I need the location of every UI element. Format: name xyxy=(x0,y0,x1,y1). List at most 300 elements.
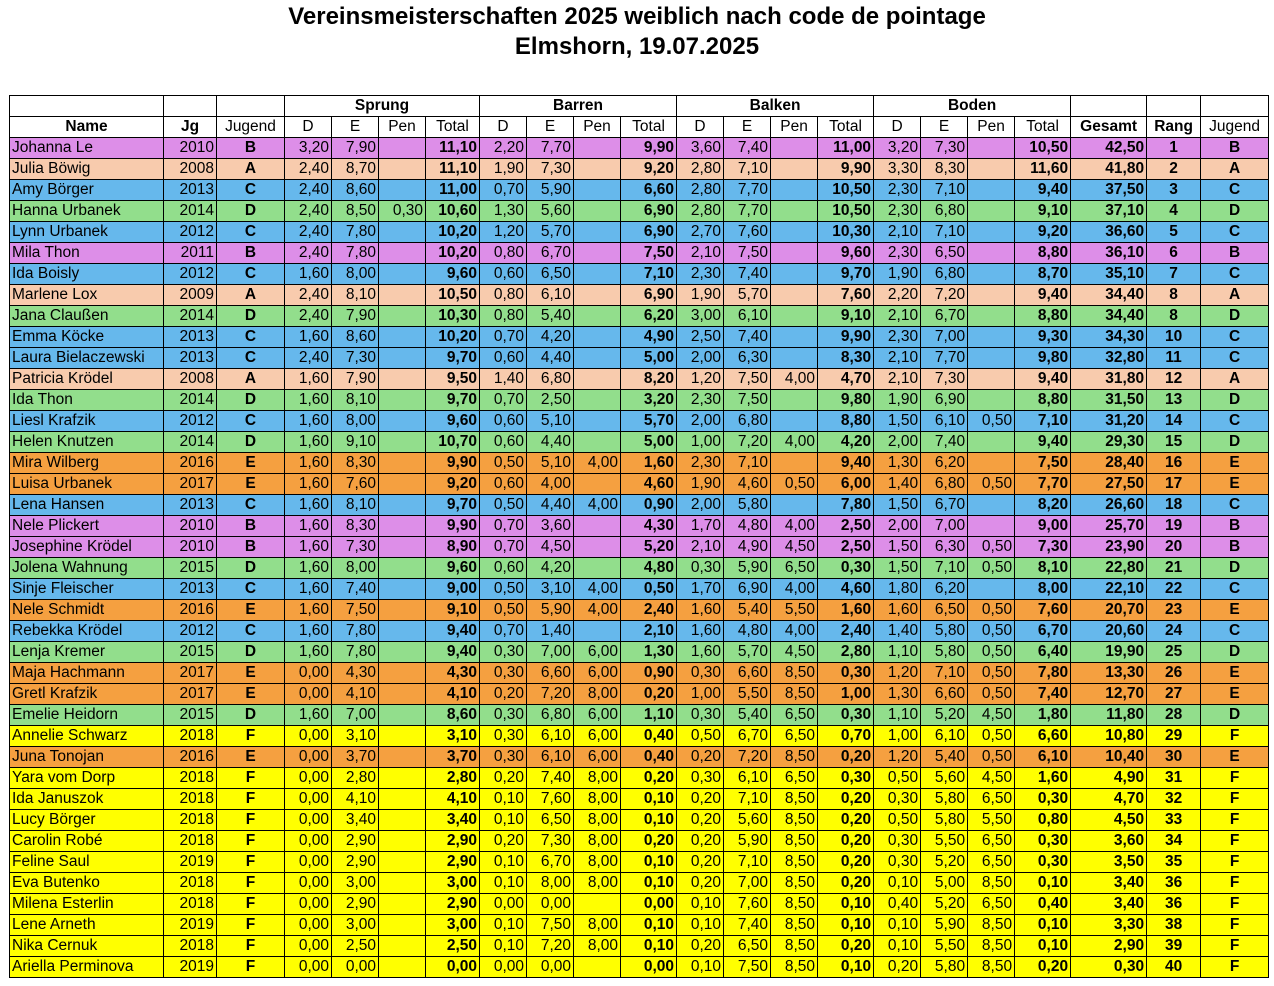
cell-balken-total: 0,70 xyxy=(818,726,874,747)
cell-boden-e: 7,30 xyxy=(921,138,968,159)
cell-sprung-d: 1,60 xyxy=(285,642,332,663)
cell-jg: 2019 xyxy=(164,915,217,936)
cell-sprung-total: 9,00 xyxy=(426,579,480,600)
cell-jugend-right: C xyxy=(1201,348,1269,369)
table-row xyxy=(10,348,1269,369)
cell-sprung-pen xyxy=(379,327,426,348)
cell-boden-pen: 0,50 xyxy=(968,558,1015,579)
cell-barren-e: 6,80 xyxy=(527,369,574,390)
table-row xyxy=(10,852,1269,873)
cell-balken-total: 9,40 xyxy=(818,453,874,474)
cell-sprung-e: 7,40 xyxy=(332,579,379,600)
cell-sprung-pen xyxy=(379,705,426,726)
cell-boden-d: 1,50 xyxy=(874,411,921,432)
cell-barren-pen: 8,00 xyxy=(574,873,621,894)
cell-sprung-e: 2,50 xyxy=(332,936,379,957)
cell-barren-d: 0,60 xyxy=(480,411,527,432)
table-row xyxy=(10,474,1269,495)
cell-balken-e: 7,70 xyxy=(724,180,771,201)
cell-sprung-total: 9,70 xyxy=(426,348,480,369)
cell-jg: 2013 xyxy=(164,327,217,348)
cell-barren-e: 7,20 xyxy=(527,936,574,957)
cell-sprung-d: 2,40 xyxy=(285,201,332,222)
cell-balken-total: 2,50 xyxy=(818,537,874,558)
cell-jugend-right: D xyxy=(1201,306,1269,327)
cell-balken-d: 1,20 xyxy=(677,369,724,390)
cell-balken-total: 10,50 xyxy=(818,180,874,201)
cell-barren-d: 0,30 xyxy=(480,663,527,684)
cell-barren-pen xyxy=(574,432,621,453)
cell-jugend-right: F xyxy=(1201,810,1269,831)
cell-sprung-e: 8,50 xyxy=(332,201,379,222)
cell-boden-total: 9,10 xyxy=(1015,201,1071,222)
cell-barren-d: 0,50 xyxy=(480,600,527,621)
cell-sprung-total: 10,70 xyxy=(426,432,480,453)
cell-balken-total: 0,30 xyxy=(818,705,874,726)
cell-boden-total: 0,30 xyxy=(1015,789,1071,810)
table-row xyxy=(10,369,1269,390)
cell-boden-d: 0,30 xyxy=(874,852,921,873)
cell-sprung-pen xyxy=(379,915,426,936)
cell-sprung-total: 11,00 xyxy=(426,180,480,201)
cell-gesamt: 25,70 xyxy=(1071,516,1147,537)
cell-barren-total: 0,10 xyxy=(621,915,677,936)
cell-balken-pen: 8,50 xyxy=(771,936,818,957)
cell-sprung-d: 0,00 xyxy=(285,810,332,831)
cell-sprung-e: 2,90 xyxy=(332,831,379,852)
cell-barren-e: 4,20 xyxy=(527,327,574,348)
cell-boden-d: 3,30 xyxy=(874,159,921,180)
cell-gesamt: 12,70 xyxy=(1071,684,1147,705)
cell-jugend-right: F xyxy=(1201,768,1269,789)
cell-gesamt: 28,40 xyxy=(1071,453,1147,474)
cell-jg: 2011 xyxy=(164,243,217,264)
cell-barren-pen xyxy=(574,159,621,180)
cell-sprung-d: 1,60 xyxy=(285,432,332,453)
cell-sprung-d: 0,00 xyxy=(285,663,332,684)
header-rang: Rang xyxy=(1147,117,1201,138)
cell-barren-total: 4,60 xyxy=(621,474,677,495)
cell-boden-total: 9,40 xyxy=(1015,180,1071,201)
cell-sprung-pen xyxy=(379,936,426,957)
cell-boden-d: 1,50 xyxy=(874,537,921,558)
cell-jugend: F xyxy=(217,915,285,936)
cell-balken-d: 1,70 xyxy=(677,516,724,537)
cell-rang: 8 xyxy=(1147,285,1201,306)
cell-jugend: C xyxy=(217,327,285,348)
cell-sprung-e: 8,30 xyxy=(332,453,379,474)
cell-barren-d: 0,60 xyxy=(480,348,527,369)
cell-rang: 39 xyxy=(1147,936,1201,957)
cell-boden-e: 5,80 xyxy=(921,621,968,642)
cell-gesamt: 10,80 xyxy=(1071,726,1147,747)
cell-balken-e: 5,90 xyxy=(724,558,771,579)
cell-jugend-right: B xyxy=(1201,138,1269,159)
cell-balken-total: 9,70 xyxy=(818,264,874,285)
cell-jg: 2018 xyxy=(164,789,217,810)
cell-rang: 11 xyxy=(1147,348,1201,369)
cell-sprung-total: 10,20 xyxy=(426,222,480,243)
cell-sprung-e: 8,10 xyxy=(332,390,379,411)
cell-sprung-pen xyxy=(379,642,426,663)
cell-name: Ida Januszok xyxy=(10,789,164,810)
cell-balken-d: 2,50 xyxy=(677,327,724,348)
cell-boden-e: 6,20 xyxy=(921,453,968,474)
cell-boden-e: 8,30 xyxy=(921,159,968,180)
cell-jugend-right: E xyxy=(1201,663,1269,684)
cell-jg: 2016 xyxy=(164,747,217,768)
cell-rang: 14 xyxy=(1147,411,1201,432)
cell-name: Mila Thon xyxy=(10,243,164,264)
cell-barren-pen xyxy=(574,285,621,306)
cell-sprung-d: 2,40 xyxy=(285,180,332,201)
table-row xyxy=(10,936,1269,957)
cell-gesamt: 22,10 xyxy=(1071,579,1147,600)
cell-sprung-pen xyxy=(379,222,426,243)
cell-rang: 18 xyxy=(1147,495,1201,516)
cell-barren-e: 3,60 xyxy=(527,516,574,537)
cell-sprung-e: 7,90 xyxy=(332,306,379,327)
cell-jugend: D xyxy=(217,432,285,453)
cell-boden-total: 0,20 xyxy=(1015,957,1071,978)
cell-boden-total: 11,60 xyxy=(1015,159,1071,180)
cell-rang: 16 xyxy=(1147,453,1201,474)
header-boden-d: D xyxy=(874,117,921,138)
cell-balken-d: 2,70 xyxy=(677,222,724,243)
header-boden: Boden xyxy=(874,96,1071,117)
cell-jg: 2016 xyxy=(164,453,217,474)
cell-sprung-d: 0,00 xyxy=(285,684,332,705)
cell-sprung-d: 0,00 xyxy=(285,894,332,915)
cell-balken-pen xyxy=(771,390,818,411)
cell-gesamt: 37,50 xyxy=(1071,180,1147,201)
header-balken-total: Total xyxy=(818,117,874,138)
table-row xyxy=(10,243,1269,264)
cell-sprung-pen xyxy=(379,474,426,495)
cell-balken-total: 2,80 xyxy=(818,642,874,663)
cell-name: Jana Claußen xyxy=(10,306,164,327)
cell-sprung-e: 7,00 xyxy=(332,705,379,726)
cell-barren-total: 0,10 xyxy=(621,789,677,810)
cell-jg: 2016 xyxy=(164,600,217,621)
cell-boden-total: 7,50 xyxy=(1015,453,1071,474)
cell-balken-total: 1,00 xyxy=(818,684,874,705)
cell-boden-total: 9,20 xyxy=(1015,222,1071,243)
cell-balken-e: 7,40 xyxy=(724,915,771,936)
cell-balken-e: 6,70 xyxy=(724,726,771,747)
cell-boden-d: 1,10 xyxy=(874,642,921,663)
cell-sprung-total: 3,70 xyxy=(426,747,480,768)
cell-barren-d: 1,90 xyxy=(480,159,527,180)
cell-sprung-e: 3,00 xyxy=(332,873,379,894)
header-sprung-d: D xyxy=(285,117,332,138)
cell-barren-e: 6,50 xyxy=(527,810,574,831)
cell-boden-pen xyxy=(968,432,1015,453)
table-row xyxy=(10,264,1269,285)
cell-boden-d: 0,10 xyxy=(874,936,921,957)
cell-jugend-right: B xyxy=(1201,243,1269,264)
cell-balken-pen xyxy=(771,327,818,348)
cell-barren-pen: 8,00 xyxy=(574,684,621,705)
cell-barren-e: 4,40 xyxy=(527,495,574,516)
cell-sprung-e: 7,80 xyxy=(332,222,379,243)
cell-jg: 2018 xyxy=(164,894,217,915)
cell-boden-d: 0,10 xyxy=(874,915,921,936)
cell-balken-d: 0,20 xyxy=(677,747,724,768)
cell-jugend-right: F xyxy=(1201,852,1269,873)
cell-rang: 8 xyxy=(1147,306,1201,327)
cell-gesamt: 4,90 xyxy=(1071,768,1147,789)
cell-balken-d: 2,10 xyxy=(677,243,724,264)
cell-jugend-right: C xyxy=(1201,579,1269,600)
cell-name: Marlene Lox xyxy=(10,285,164,306)
cell-boden-d: 2,00 xyxy=(874,432,921,453)
cell-rang: 3 xyxy=(1147,180,1201,201)
cell-rang: 34 xyxy=(1147,831,1201,852)
cell-barren-e: 5,40 xyxy=(527,306,574,327)
cell-sprung-pen xyxy=(379,285,426,306)
cell-barren-d: 0,60 xyxy=(480,432,527,453)
cell-sprung-total: 4,10 xyxy=(426,684,480,705)
header-barren-d: D xyxy=(480,117,527,138)
cell-balken-pen: 8,50 xyxy=(771,852,818,873)
cell-jg: 2018 xyxy=(164,810,217,831)
cell-boden-d: 1,90 xyxy=(874,390,921,411)
cell-gesamt: 31,80 xyxy=(1071,369,1147,390)
cell-sprung-pen xyxy=(379,537,426,558)
cell-boden-d: 2,20 xyxy=(874,285,921,306)
table-row xyxy=(10,558,1269,579)
cell-balken-e: 6,10 xyxy=(724,306,771,327)
cell-barren-pen xyxy=(574,411,621,432)
cell-balken-total: 10,30 xyxy=(818,222,874,243)
cell-boden-e: 7,10 xyxy=(921,180,968,201)
cell-jugend-right: D xyxy=(1201,705,1269,726)
cell-balken-total: 0,10 xyxy=(818,957,874,978)
cell-jugend: B xyxy=(217,516,285,537)
header-boden-pen: Pen xyxy=(968,117,1015,138)
cell-sprung-total: 2,90 xyxy=(426,894,480,915)
cell-sprung-pen xyxy=(379,159,426,180)
cell-sprung-total: 10,20 xyxy=(426,327,480,348)
cell-balken-d: 2,80 xyxy=(677,159,724,180)
cell-boden-pen: 8,50 xyxy=(968,957,1015,978)
cell-sprung-e: 8,10 xyxy=(332,285,379,306)
cell-sprung-e: 0,00 xyxy=(332,957,379,978)
cell-sprung-d: 0,00 xyxy=(285,936,332,957)
cell-boden-total: 7,30 xyxy=(1015,537,1071,558)
cell-sprung-pen xyxy=(379,894,426,915)
cell-sprung-e: 2,90 xyxy=(332,852,379,873)
cell-balken-pen: 4,00 xyxy=(771,369,818,390)
cell-barren-e: 7,40 xyxy=(527,768,574,789)
cell-gesamt: 26,60 xyxy=(1071,495,1147,516)
cell-jugend-right: D xyxy=(1201,390,1269,411)
cell-sprung-pen xyxy=(379,243,426,264)
cell-barren-pen xyxy=(574,474,621,495)
cell-barren-e: 0,00 xyxy=(527,957,574,978)
cell-boden-d: 1,50 xyxy=(874,558,921,579)
cell-balken-e: 7,40 xyxy=(724,327,771,348)
cell-boden-pen xyxy=(968,159,1015,180)
cell-boden-e: 6,20 xyxy=(921,579,968,600)
cell-barren-d: 0,20 xyxy=(480,768,527,789)
cell-sprung-d: 2,40 xyxy=(285,243,332,264)
cell-balken-pen xyxy=(771,180,818,201)
header-boden-total: Total xyxy=(1015,117,1071,138)
cell-balken-e: 4,90 xyxy=(724,537,771,558)
cell-sprung-total: 2,90 xyxy=(426,831,480,852)
cell-balken-e: 7,70 xyxy=(724,201,771,222)
cell-barren-d: 0,30 xyxy=(480,747,527,768)
cell-balken-d: 0,20 xyxy=(677,831,724,852)
cell-boden-total: 0,30 xyxy=(1015,831,1071,852)
cell-barren-pen xyxy=(574,957,621,978)
cell-barren-d: 0,70 xyxy=(480,390,527,411)
cell-sprung-pen xyxy=(379,600,426,621)
cell-balken-d: 0,10 xyxy=(677,915,724,936)
cell-sprung-e: 7,50 xyxy=(332,600,379,621)
cell-balken-total: 0,10 xyxy=(818,915,874,936)
cell-name: Emelie Heidorn xyxy=(10,705,164,726)
cell-boden-pen xyxy=(968,516,1015,537)
cell-barren-d: 0,60 xyxy=(480,558,527,579)
cell-sprung-total: 8,90 xyxy=(426,537,480,558)
cell-gesamt: 13,30 xyxy=(1071,663,1147,684)
table-row xyxy=(10,390,1269,411)
cell-barren-pen: 8,00 xyxy=(574,810,621,831)
cell-boden-e: 5,40 xyxy=(921,747,968,768)
cell-boden-d: 1,90 xyxy=(874,264,921,285)
cell-barren-total: 0,50 xyxy=(621,579,677,600)
cell-barren-pen xyxy=(574,327,621,348)
table-row xyxy=(10,453,1269,474)
cell-barren-total: 0,10 xyxy=(621,873,677,894)
header-balken: Balken xyxy=(677,96,874,117)
cell-jugend: D xyxy=(217,390,285,411)
cell-sprung-total: 3,00 xyxy=(426,915,480,936)
cell-sprung-total: 0,00 xyxy=(426,957,480,978)
cell-boden-e: 7,30 xyxy=(921,369,968,390)
cell-barren-e: 5,60 xyxy=(527,201,574,222)
cell-balken-total: 0,30 xyxy=(818,663,874,684)
cell-balken-e: 7,50 xyxy=(724,369,771,390)
cell-boden-d: 2,30 xyxy=(874,180,921,201)
cell-gesamt: 23,90 xyxy=(1071,537,1147,558)
cell-boden-pen xyxy=(968,264,1015,285)
cell-barren-pen: 8,00 xyxy=(574,789,621,810)
cell-balken-d: 0,30 xyxy=(677,768,724,789)
cell-barren-pen: 8,00 xyxy=(574,936,621,957)
cell-sprung-e: 7,80 xyxy=(332,243,379,264)
cell-boden-e: 6,70 xyxy=(921,306,968,327)
cell-balken-total: 2,50 xyxy=(818,516,874,537)
cell-barren-total: 5,00 xyxy=(621,348,677,369)
cell-sprung-e: 3,00 xyxy=(332,915,379,936)
cell-sprung-d: 1,60 xyxy=(285,621,332,642)
cell-barren-pen xyxy=(574,138,621,159)
cell-sprung-d: 1,60 xyxy=(285,327,332,348)
cell-sprung-d: 1,60 xyxy=(285,390,332,411)
cell-name: Nele Schmidt xyxy=(10,600,164,621)
cell-balken-e: 5,60 xyxy=(724,810,771,831)
cell-jugend: A xyxy=(217,285,285,306)
header-name: Name xyxy=(10,117,164,138)
cell-jg: 2018 xyxy=(164,726,217,747)
cell-balken-pen xyxy=(771,159,818,180)
cell-boden-pen xyxy=(968,180,1015,201)
cell-barren-total: 6,60 xyxy=(621,180,677,201)
header-boden-e: E xyxy=(921,117,968,138)
cell-rang: 31 xyxy=(1147,768,1201,789)
cell-jugend: A xyxy=(217,369,285,390)
cell-name: Lenja Kremer xyxy=(10,642,164,663)
cell-gesamt: 29,30 xyxy=(1071,432,1147,453)
cell-jg: 2015 xyxy=(164,642,217,663)
cell-barren-d: 0,00 xyxy=(480,957,527,978)
table-row xyxy=(10,873,1269,894)
cell-barren-e: 4,50 xyxy=(527,537,574,558)
cell-name: Patricia Krödel xyxy=(10,369,164,390)
cell-barren-total: 0,20 xyxy=(621,768,677,789)
cell-jugend: C xyxy=(217,495,285,516)
cell-boden-pen: 0,50 xyxy=(968,663,1015,684)
cell-sprung-e: 3,70 xyxy=(332,747,379,768)
cell-boden-e: 7,70 xyxy=(921,348,968,369)
cell-balken-d: 0,20 xyxy=(677,810,724,831)
cell-sprung-e: 4,10 xyxy=(332,684,379,705)
cell-boden-e: 6,80 xyxy=(921,264,968,285)
cell-boden-pen: 0,50 xyxy=(968,684,1015,705)
cell-sprung-e: 8,00 xyxy=(332,558,379,579)
cell-barren-pen xyxy=(574,222,621,243)
cell-balken-d: 0,50 xyxy=(677,726,724,747)
cell-barren-d: 0,70 xyxy=(480,327,527,348)
cell-sprung-d: 1,60 xyxy=(285,558,332,579)
cell-balken-total: 0,30 xyxy=(818,558,874,579)
cell-balken-pen: 8,50 xyxy=(771,915,818,936)
cell-barren-e: 7,30 xyxy=(527,159,574,180)
cell-jugend: A xyxy=(217,159,285,180)
cell-barren-pen xyxy=(574,537,621,558)
cell-sprung-d: 2,40 xyxy=(285,306,332,327)
cell-boden-d: 0,40 xyxy=(874,894,921,915)
cell-balken-pen xyxy=(771,348,818,369)
cell-rang: 13 xyxy=(1147,390,1201,411)
header-barren-e: E xyxy=(527,117,574,138)
cell-barren-total: 0,40 xyxy=(621,726,677,747)
header-sprung-total: Total xyxy=(426,117,480,138)
cell-barren-d: 0,50 xyxy=(480,453,527,474)
cell-balken-total: 9,80 xyxy=(818,390,874,411)
cell-boden-total: 7,70 xyxy=(1015,474,1071,495)
cell-boden-d: 2,10 xyxy=(874,348,921,369)
cell-barren-pen xyxy=(574,180,621,201)
cell-boden-pen: 0,50 xyxy=(968,747,1015,768)
cell-jugend-right: F xyxy=(1201,915,1269,936)
cell-rang: 22 xyxy=(1147,579,1201,600)
cell-jg: 2014 xyxy=(164,201,217,222)
cell-jg: 2013 xyxy=(164,180,217,201)
cell-gesamt: 3,50 xyxy=(1071,852,1147,873)
cell-sprung-d: 1,60 xyxy=(285,600,332,621)
cell-barren-total: 0,10 xyxy=(621,852,677,873)
cell-sprung-e: 8,00 xyxy=(332,411,379,432)
cell-barren-total: 0,20 xyxy=(621,684,677,705)
cell-barren-total: 7,10 xyxy=(621,264,677,285)
table-row xyxy=(10,495,1269,516)
cell-jugend: D xyxy=(217,306,285,327)
